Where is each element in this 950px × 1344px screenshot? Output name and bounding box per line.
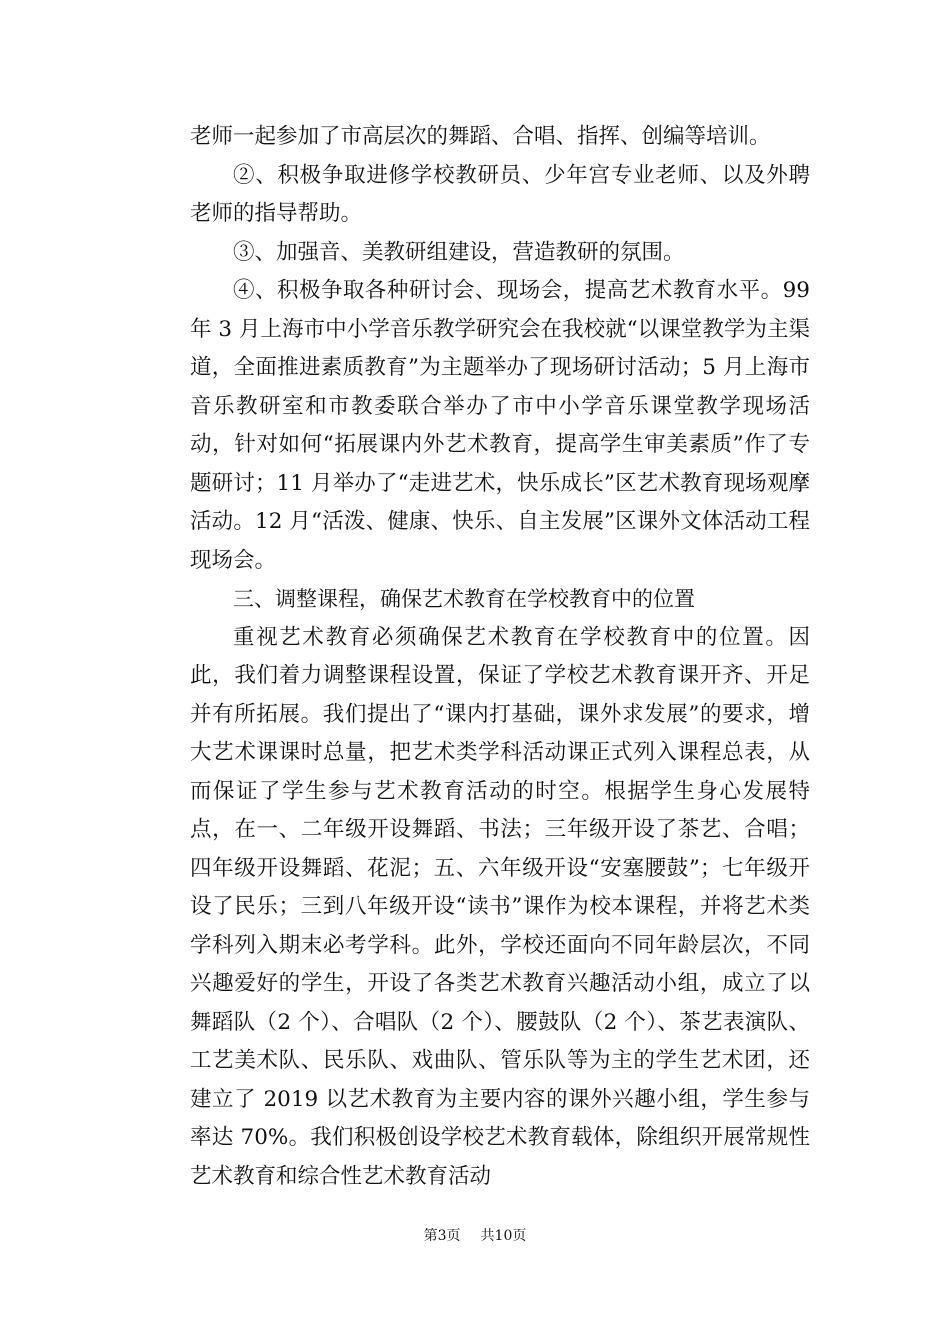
page-total: 共10页 bbox=[480, 1228, 527, 1244]
paragraph-continuation: 老师一起参加了市高层次的舞蹈、合唱、指挥、创编等培训。 bbox=[190, 124, 771, 149]
section-heading: 三、调整课程，确保艺术教育在学校教育中的位置 bbox=[233, 587, 695, 611]
page-footer bbox=[0, 1226, 950, 1246]
paragraph-item-4: ④、积极争取各种研讨会、现场会，提高艺术教育水平。99 年 3 月上海市中小学音乐教学研究会在我校就“以课堂教学为主渠道，全面推进素质教育”为主题举办了现场研讨活动；5 月上海市音乐教研室和市教委联合举办了市中小学音乐课堂教学现场活动，针对如何“拓展课内外艺术教育，提高学生审美素质”作了专题研讨；11 月举办了“走进艺术，快乐成长”区艺术教育现场观摩活动。12 月“活泼、健康、快乐、自主发展”区课外文体活动工程现场会。 bbox=[190, 278, 810, 573]
page-number: 第3页 bbox=[423, 1228, 461, 1244]
paragraph-curriculum: 重视艺术教育必须确保艺术教育在学校教育中的位置。因此，我们着力调整课程设置，保证了学校艺术教育课开齐、开足并有所拓展。我们提出了“课内打基础，课外求发展”的要求，增大艺术课课时总量，把艺术类学科活动课正式列入课程总表，从而保证了学生参与艺术教育活动的时空。根据学生身心发展特点，在一、二年级开设舞蹈、书法；三年级开设了茶艺、合唱；四年级开设舞蹈、花泥；五、六年级开设“安塞腰鼓”；七年级开设了民乐；三到八年级开设“读书”课作为校本课程，并将艺术类学科列入期末必考学科。此外，学校还面向不同年龄层次，不同兴趣爱好的学生，开设了各类艺术教育兴趣活动小组，成立了以舞蹈队（2 个）、合唱队（2 个）、腰鼓队（2 个）、茶艺表演队、工艺美术队、民乐队、戏曲队、管乐队等为主的学生艺术团，还建立了 2019 以艺术教育为主要内容的课外兴趣小组，学生参与率达 70%。我们积极创设学校艺术教育载体，除组织开展常规性艺术教育和综合性艺术教育活动 bbox=[190, 624, 810, 1189]
paragraph-item-2: ②、积极争取进修学校教研员、少年宫专业老师、以及外聘老师的指导帮助。 bbox=[190, 162, 810, 226]
document-body bbox=[190, 118, 810, 1196]
paragraph-item-3: ③、加强音、美教研组建设，营造教研的氛围。 bbox=[233, 239, 685, 265]
